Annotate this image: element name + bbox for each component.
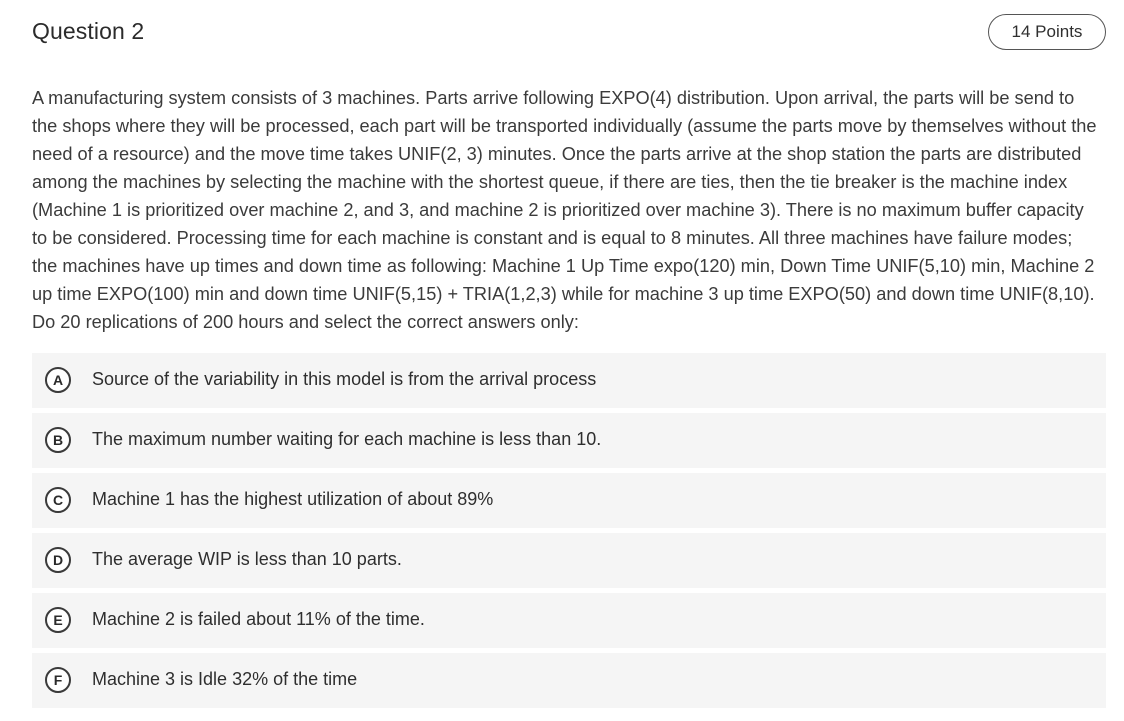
option-text: The maximum number waiting for each machine is less than 10. [92, 429, 602, 449]
option-c[interactable] [32, 473, 1106, 528]
option-b[interactable] [32, 413, 1106, 468]
option-letter-badge: B [45, 427, 71, 453]
question-body: A manufacturing system consists of 3 machines. Parts arrive following EXPO(4) distribution. Upon arrival, the parts will be send to the shops where they will be processed, each part will be transported individually (assume the parts move by themselves without the need of a resource) and the move time takes UNIF(2, 3) minutes. Once the parts arrive at the shop station the parts are distributed among the machines by selecting the machine with the shortest queue, if there are ties, then the tie breaker is the machine index (Machine 1 is prioritized over machine 2, and 3, and machine 2 is prioritized over machine 3). There is no maximum buffer capacity to be considered. Processing time for each machine is constant and is equal to 8 minutes. All three machines have failure modes; the machines have up times and down time as following: Machine 1 Up Time expo(120) min, Down Time UNIF(5,10) min, Machine 2 up time EXPO(100) min and down time UNIF(5,15) + TRIA(1,2,3) while for machine 3 up time EXPO(50) and down time UNIF(8,10). Do 20 replications of 200 hours and select the correct answers only: [32, 88, 1097, 332]
option-e[interactable] [32, 593, 1106, 648]
option-letter-badge: A [45, 367, 71, 393]
option-letter-badge: D [45, 547, 71, 573]
option-text: Machine 2 is failed about 11% of the time. [92, 609, 425, 629]
option-d[interactable] [32, 533, 1106, 588]
question-title: Question 2 [32, 18, 145, 44]
option-letter-badge: C [45, 487, 71, 513]
points-badge: 14 Points [988, 14, 1106, 50]
option-letter-badge: F [45, 667, 71, 693]
option-text: The average WIP is less than 10 parts. [92, 549, 402, 569]
option-text: Machine 3 is Idle 32% of the time [92, 669, 358, 689]
question-header [32, 14, 1106, 52]
option-f[interactable] [32, 653, 1106, 708]
option-text: Source of the variability in this model is from the arrival process [92, 369, 597, 389]
option-a[interactable] [32, 353, 1106, 408]
option-text: Machine 1 has the highest utilization of about 89% [92, 489, 494, 509]
answer-options [32, 353, 1106, 713]
option-letter-badge: E [45, 607, 71, 633]
